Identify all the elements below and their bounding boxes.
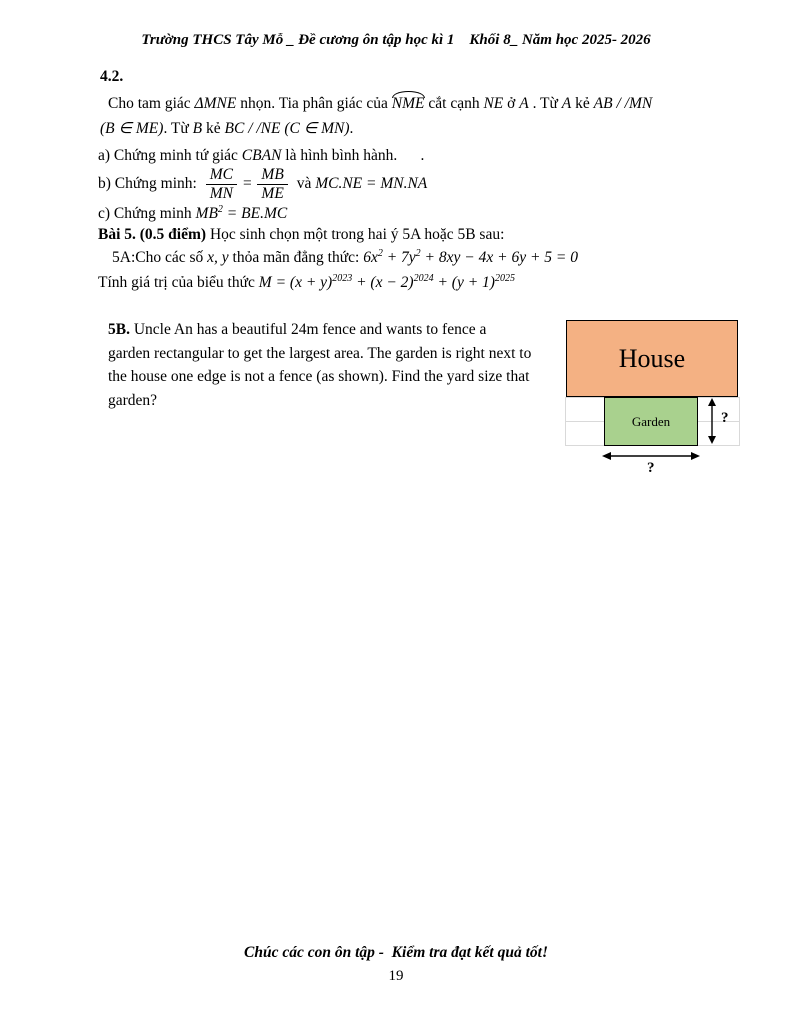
garden-label: Garden [631, 413, 671, 429]
math-xy: x, y [207, 249, 229, 266]
math-point-a: A [561, 95, 572, 112]
vertical-dimension-question: ? [721, 410, 729, 426]
exponent: 2 [377, 247, 383, 259]
text: . Từ [528, 95, 562, 112]
fraction-mc-mn [206, 166, 237, 202]
math-parallel-ab-mn: AB / /MN [593, 95, 653, 112]
problem-5b-text: Uncle An has a beautiful 24m fence and wants to fence a garden rectangular to get the largest area. The garden is right next to the house one edge is not a fence (as shown). Find the yard size that garden? [108, 321, 536, 409]
text: Học sinh chọn một trong hai ý 5A hoặc 5B sau: [206, 226, 505, 243]
garden-figure [563, 316, 743, 476]
text: và [292, 175, 316, 192]
statement-a [98, 147, 424, 165]
math-point-b: B [192, 120, 203, 137]
math-term: + (x − 2) [352, 274, 414, 291]
text: c) Chứng minh [98, 205, 196, 222]
fraction-numerator: MB [257, 166, 287, 184]
fraction-denominator: ME [261, 184, 284, 202]
house-label: House [618, 343, 686, 373]
page-header: Trường THCS Tây Mỗ _ Đề cương ôn tập học kì 1 Khối 8_ Năm học 2025- 2026 [141, 32, 651, 48]
text: . Từ [163, 120, 193, 137]
statement-b [98, 164, 427, 204]
text: b) Chứng minh: [98, 175, 201, 192]
math-equals-be-mc: = BE.MC [222, 205, 288, 222]
math-b-in-me: (B ∈ ME) [100, 120, 164, 137]
text: Tính giá trị của biểu thức [98, 274, 259, 291]
fraction-mb-me [257, 166, 287, 202]
problem-5-heading [98, 226, 504, 244]
exponent: 2024 [413, 272, 434, 284]
math-term: + 8xy − 4x + 6y + 5 = 0 [420, 249, 578, 266]
math-segment-ne: NE [483, 95, 504, 112]
problem-5a [112, 249, 578, 267]
page-footer: Chúc các con ôn tập - Kiểm tra đạt kết quả tốt! [244, 944, 548, 961]
gridline [565, 397, 566, 445]
text: Cho tam giác [108, 95, 195, 112]
garden-rect [604, 397, 698, 446]
exponent: 2 [217, 203, 223, 215]
math-product-equality: MC.NE = MN.NA [315, 175, 428, 192]
math-term: 6x [363, 249, 378, 266]
text: a) Chứng minh tứ giác [98, 147, 242, 164]
text: cắt cạnh [424, 95, 484, 112]
text: kẻ [571, 95, 594, 112]
gridline [739, 397, 740, 445]
section-label: 4.2. [100, 68, 124, 85]
text: . [349, 120, 354, 137]
problem-5b [108, 318, 536, 412]
math-term: + 7y [382, 249, 416, 266]
text: là hình bình hành. . [281, 147, 425, 164]
text: 5A:Cho các số [112, 249, 208, 266]
exponent: 2025 [494, 272, 515, 284]
equals-sign: = [241, 175, 253, 192]
angle-nme: NME [391, 95, 425, 112]
vertical-dimension-arrow [705, 398, 719, 444]
exponent: 2 [415, 247, 421, 259]
math-quadrilateral-cban: CBAN [241, 147, 282, 164]
page-number: 19 [388, 968, 404, 984]
problem-5-label: Bài 5. (0.5 điểm) [98, 226, 207, 243]
problem-statement-line-1 [108, 95, 652, 113]
problem-5a-expression [98, 274, 515, 292]
problem-statement-line-2 [100, 119, 353, 138]
fraction-denominator: MN [209, 184, 233, 202]
math-term: + (y + 1) [433, 274, 495, 291]
statement-c [98, 205, 287, 223]
math-point-a: A [519, 95, 529, 112]
text: ở [503, 95, 520, 112]
math-c-in-mn: (C ∈ MN) [284, 120, 350, 137]
problem-5b-label: 5B. [108, 321, 130, 338]
math-triangle-mne: ΔMNE [194, 95, 237, 112]
math-mb: MB [195, 205, 218, 222]
text: nhọn. Tia phân giác của [236, 95, 392, 112]
text: thỏa mãn đẳng thức: [228, 249, 364, 266]
text: kẻ [202, 120, 225, 137]
fraction-numerator: MC [206, 166, 237, 184]
exponent: 2023 [332, 272, 353, 284]
math-term: M = (x + y) [258, 274, 333, 291]
house-rect [566, 320, 738, 397]
math-parallel-bc-ne: BC / /NE [224, 120, 281, 137]
horizontal-dimension-question: ? [647, 460, 655, 476]
